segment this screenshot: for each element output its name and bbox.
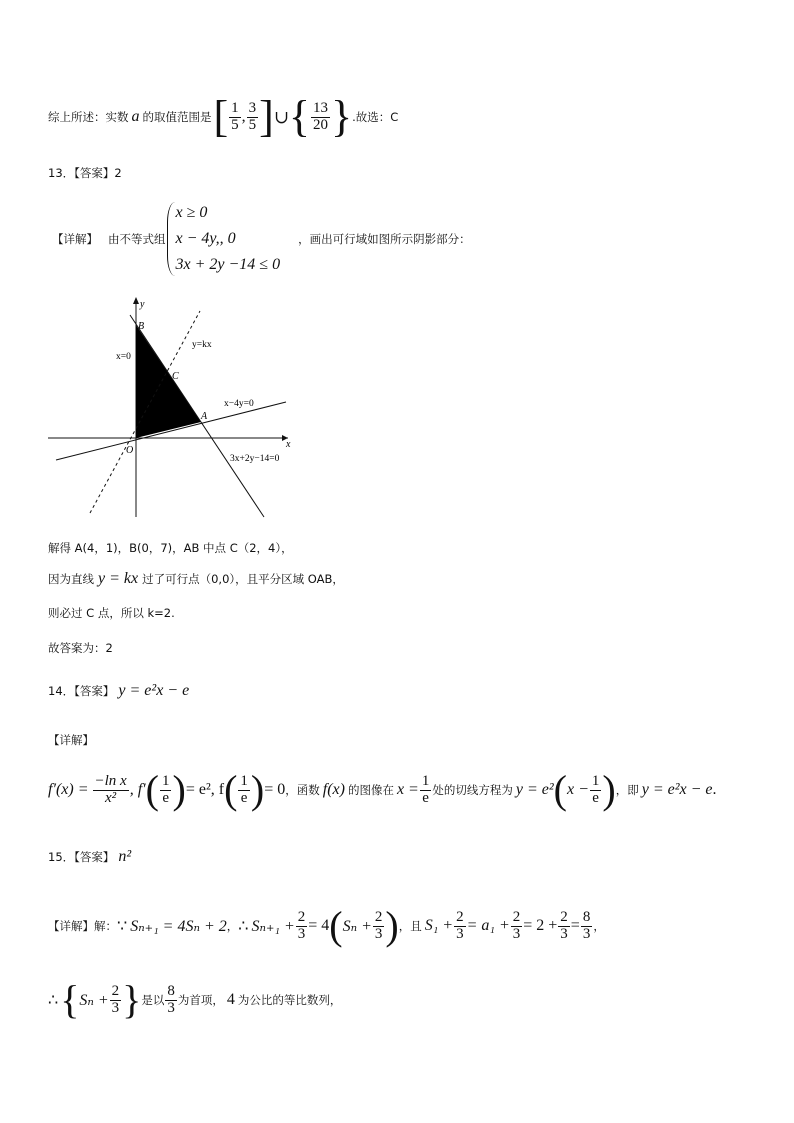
q14-text-1: ，函数	[285, 783, 320, 797]
eq2-equals-4: = 4	[308, 917, 330, 934]
interval-fraction-1: $\frac{1}{5}$	[231, 99, 239, 133]
f-value: = 0	[264, 781, 286, 798]
y-axis-arrow	[133, 297, 139, 304]
eq3-equals: =	[570, 917, 580, 934]
tangent-x-minus: x −	[566, 781, 589, 798]
variable-a: a	[131, 108, 140, 125]
q15-answer-line	[48, 848, 131, 866]
q13-detail-line	[52, 200, 471, 278]
eq3-a1: = a₁ +	[466, 917, 510, 934]
frac-8-3-a: $\frac{8}{3}$	[582, 908, 591, 942]
common-ratio: 4	[226, 991, 235, 1008]
line-equation: y = kx	[98, 570, 139, 587]
summary-prefix: 综上所述：实数	[48, 110, 129, 124]
label-y-axis: y	[140, 299, 145, 310]
feasible-region-graph	[48, 295, 298, 525]
function-fx: f(x)	[322, 781, 345, 798]
tangent-final: y = e²x − e	[641, 781, 713, 798]
inequality-2: x − 4y,, 0	[175, 230, 236, 247]
seq-text-1: 是以	[141, 993, 165, 1007]
f-prime-at: , f′	[129, 781, 146, 798]
q15-sequence-line	[48, 977, 342, 1022]
q13-answer: 13．【答案】2	[48, 166, 122, 180]
summary-suffix: .故选：C	[352, 110, 399, 124]
q15-detail-line	[48, 903, 605, 948]
left-brace: {	[288, 92, 311, 141]
eq3-two: = 2 +	[523, 917, 558, 934]
union-symbol: ∪	[273, 106, 289, 127]
therefore-symbol: ∴	[238, 918, 249, 935]
frac-2-3-e: $\frac{2}{3}$	[560, 908, 568, 942]
frac-2-3-c: $\frac{2}{3}$	[456, 908, 464, 942]
paren-open-3: (	[553, 767, 567, 812]
q14-text-3: 处的切线方程为	[432, 783, 513, 797]
label-point-c: C	[172, 371, 179, 382]
inequality-3: 3x + 2y −14 ≤ 0	[175, 256, 281, 273]
label-line-x0: x=0	[116, 352, 131, 362]
q14-answer-line	[48, 682, 189, 700]
recurrence-eq: Sₙ₊₁ = 4Sₙ + 2	[130, 918, 227, 935]
paren-open-s: (	[329, 903, 343, 948]
label-line-x4y: x−4y=0	[224, 399, 254, 409]
label-x-axis: x	[286, 439, 291, 450]
f-prime-value: = e², f	[185, 781, 225, 798]
right-brace: }	[331, 92, 353, 141]
comma-1: ，	[226, 919, 239, 933]
frac-8-3-b: $\frac{8}{3}$	[167, 982, 175, 1016]
frac-2-3-f: $\frac{2}{3}$	[111, 982, 120, 1016]
paren-close-1: )	[172, 767, 186, 812]
label-point-a: A	[201, 411, 208, 422]
frac-2-3-b: $\frac{2}{3}$	[374, 908, 383, 942]
frac-1-e-b: $\frac{1}{e}$	[240, 772, 248, 806]
q13-solution-line-3: 则必过 C 点，所以 k=2.	[48, 606, 175, 620]
q13-line2-suffix: 过了可行点（0,0），且平分区域 OAB，	[142, 572, 344, 586]
seq-text-2: 为首项，	[177, 993, 224, 1007]
eq2-sn: Sₙ +	[342, 918, 372, 935]
derivative-fraction: $\frac{\text{−ln x}}{\text{x²}}$	[94, 772, 127, 806]
frac-1-e-a: $\frac{1}{e}$	[161, 772, 170, 806]
q13-intro: 由不等式组	[108, 232, 166, 246]
seq-text-3: 为公比的等比数列，	[237, 993, 342, 1007]
frac-2-3-d: $\frac{2}{3}$	[512, 908, 521, 942]
set-fraction: $\frac{13}{20}$	[313, 99, 329, 133]
inequality-system	[166, 200, 281, 278]
x-equals: x =	[396, 781, 419, 798]
brace-open: {	[60, 977, 80, 1022]
paren-open-1: (	[145, 767, 159, 812]
q14-detail-label: 【详解】	[48, 733, 94, 747]
q13-detail-label: 【详解】	[52, 232, 98, 246]
label-point-o: O	[126, 445, 134, 456]
label-point-b: B	[138, 321, 145, 332]
paren-close-3: )	[602, 767, 616, 812]
interval-fraction-2: $\frac{3}{5}$	[248, 99, 257, 133]
brace-close: }	[122, 977, 142, 1022]
inequality-1: x ≥ 0	[175, 204, 208, 221]
derivative-f: f′(x) =	[48, 781, 89, 798]
q13-solution-line-1: 解得 A(4，1)，B(0，7)，AB 中点 C（2，4），	[48, 541, 293, 555]
right-bracket: ]	[259, 92, 274, 141]
q14-answer-label: 14．【答案】	[48, 684, 115, 698]
summary-line	[48, 92, 399, 141]
eq2-lhs: Sₙ₊₁ +	[251, 918, 295, 935]
tangent-lhs: y = e²	[515, 781, 554, 798]
comma-2: ，	[593, 919, 605, 933]
paren-close-s: )	[385, 903, 399, 948]
q15-answer-label: 15．【答案】	[48, 850, 115, 864]
frac-1-e-c: $\frac{1}{e}$	[421, 772, 430, 806]
eq3-s1: S₁ +	[424, 917, 454, 934]
q14-detail-equation	[48, 767, 717, 812]
q15-answer-eq: n²	[118, 848, 132, 865]
q15-detail-label: 【详解】解：	[48, 919, 117, 933]
because-symbol: ∵	[117, 918, 128, 935]
q13-solution-line-2	[48, 570, 344, 588]
q14-answer-eq: y = e²x − e	[118, 682, 190, 699]
label-line-3x2y: 3x+2y−14=0	[230, 454, 280, 464]
interval-comma: ,	[241, 108, 246, 125]
q13-final-answer: 故答案为：2	[48, 641, 113, 655]
q14-text-4: ，即	[615, 783, 639, 797]
summary-middle: 的取值范围是	[142, 110, 212, 124]
q14-period: .	[712, 781, 717, 798]
therefore-symbol-2: ∴	[48, 992, 59, 1009]
label-line-ykx: y=kx	[192, 340, 212, 350]
frac-1-e-d: $\frac{1}{e}$	[591, 772, 600, 806]
seq-sn: Sₙ +	[79, 992, 109, 1009]
left-bracket: [	[213, 92, 229, 141]
frac-2-3-a: $\frac{2}{3}$	[297, 908, 306, 942]
paren-open-2: (	[224, 767, 238, 812]
q13-line2-prefix: 因为直线	[48, 572, 94, 586]
paren-close-2: )	[250, 767, 265, 812]
q14-text-2: 的图像在	[347, 783, 394, 797]
q13-after: ，画出可行域如图所示阴影部分：	[298, 232, 471, 246]
and-text: ，且	[398, 919, 422, 933]
